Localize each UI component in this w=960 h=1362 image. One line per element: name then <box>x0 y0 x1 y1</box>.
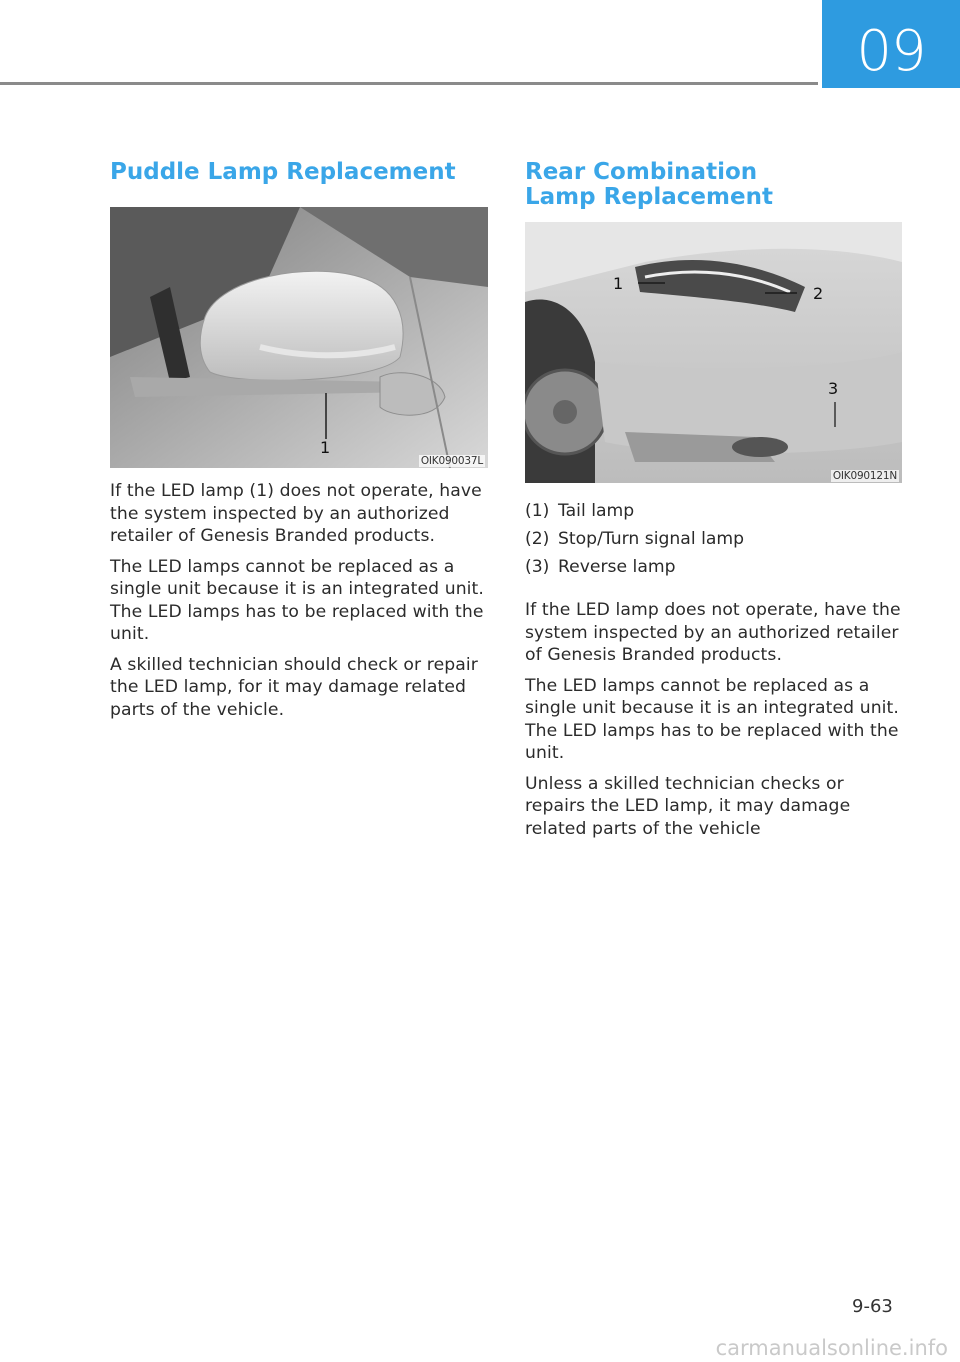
section-heading: Rear Combination Lamp Replacement <box>525 159 773 210</box>
rear-lamp-drawing <box>525 222 902 483</box>
svg-text:1: 1 <box>320 438 331 457</box>
list-item-text: Reverse lamp <box>558 557 676 577</box>
figure-code: OIK090121N <box>832 470 897 482</box>
list-item <box>525 553 903 581</box>
list-item-number: (3) <box>525 557 550 577</box>
paragraph: If the LED lamp (1) does not operate, have the system inspected by an authorized retailer of Genesis Branded products. <box>110 481 482 546</box>
page-number: 9-63 <box>852 1296 893 1317</box>
header-rule <box>0 82 818 85</box>
paragraph: If the LED lamp does not operate, have the system inspected by an authorized retailer of Genesis Branded products. <box>525 600 901 665</box>
list-item-text: Stop/Turn signal lamp <box>558 529 745 549</box>
list-item <box>525 497 903 525</box>
paragraph: Unless a skilled technician checks or repairs the LED lamp, it may damage related parts of the vehicle <box>525 773 851 839</box>
svg-text:1: 1 <box>613 274 624 293</box>
list-item-text: Tail lamp <box>558 501 635 521</box>
paragraph: A skilled technician should check or repair the LED lamp, for it may damage related parts of the vehicle. <box>110 654 478 720</box>
svg-text:3: 3 <box>828 379 839 398</box>
section-heading: Puddle Lamp Replacement <box>110 159 456 185</box>
watermark: carmanualsonline.info <box>715 1336 948 1360</box>
figure-code: OIK090037L <box>420 455 483 467</box>
svg-text:2: 2 <box>813 284 824 303</box>
lamp-parts-list <box>525 497 903 581</box>
body-text <box>525 599 903 840</box>
list-item-number: (1) <box>525 501 550 521</box>
body-text <box>110 480 488 721</box>
mirror-drawing <box>110 207 488 468</box>
paragraph: The LED lamps cannot be replaced as a single unit because it is an integrated unit. The LED lamps has to be replaced with the unit. <box>110 556 484 644</box>
paragraph: The LED lamps cannot be replaced as a single unit because it is an integrated unit. The LED lamps has to be replaced with the unit. <box>525 675 899 763</box>
chapter-tab: 09 <box>822 0 960 88</box>
list-item <box>525 525 903 553</box>
rear-lamp-illustration <box>525 222 902 483</box>
puddle-lamp-section <box>110 160 488 729</box>
mirror-illustration <box>110 207 488 468</box>
list-item-number: (2) <box>525 529 550 549</box>
rear-lamp-section <box>525 160 903 848</box>
